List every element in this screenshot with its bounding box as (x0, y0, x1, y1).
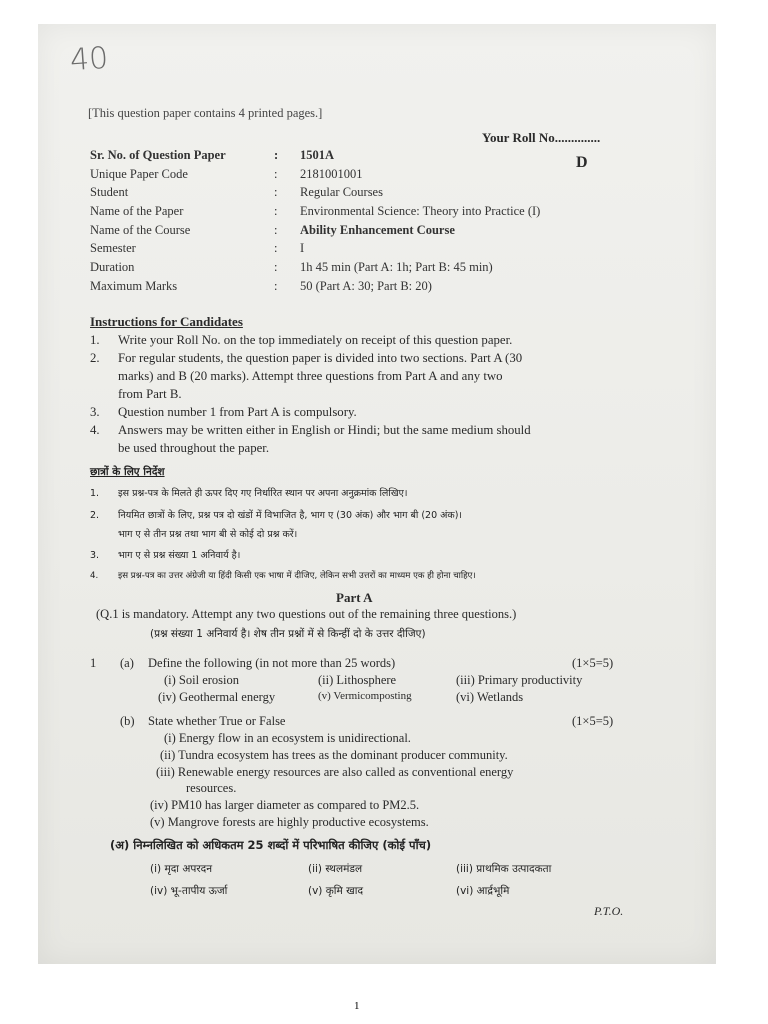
hindi-instruction-item: 3. भाग ए से प्रश्न संख्या 1 अनिवार्य है। (90, 550, 241, 561)
meta-label: Sr. No. of Question Paper (90, 148, 226, 162)
meta-value: Regular Courses (300, 185, 383, 199)
true-false-item: (ii) Tundra ecosystem has trees as the dominant producer community. (160, 748, 508, 762)
instruction-item: 4. Answers may be written either in English or Hindi; but the same medium should (90, 423, 531, 437)
subquestion-text: State whether True or False (148, 714, 286, 728)
page-number: 1 (354, 1000, 360, 1012)
meta-label: Semester (90, 241, 136, 255)
hindi-option: (v) कृमि खाद (308, 885, 364, 897)
set-code: D (576, 154, 588, 171)
option: (iv) Geothermal energy (158, 690, 276, 704)
instruction-item: 2. For regular students, the question paper is divided into two sections. Part A (30 (90, 351, 523, 365)
meta-label: Name of the Paper (90, 204, 184, 218)
instructions-list: 1. Write your Roll No. on the top immediately on receipt of this question paper. 2. For regular students, the question paper is divided into two sections. Part A (30 marks) and B (20 marks). Attempt three questions from Part A and any two from Part B. 3. Question number 1 from Part A is compulsory. 4. Answers may be written either in English or Hindi; but the same medium should be used throughout the paper. (90, 331, 690, 457)
marks: (1×5=5) (572, 656, 614, 670)
instructions-title: Instructions for Candidates (90, 314, 243, 329)
subquestion-label: (a) (120, 656, 134, 670)
marks: (1×5=5) (572, 714, 614, 728)
pto-note: P.T.O. (594, 904, 624, 918)
handwritten-mark: 40 (68, 40, 110, 79)
hindi-option: (vi) आर्द्रभूमि (456, 885, 510, 897)
true-false-item-continued: resources. (186, 781, 237, 795)
true-false-item: (iii) Renewable energy resources are also called as conventional energy (156, 765, 514, 779)
meta-label: Unique Paper Code (90, 167, 188, 181)
meta-value: 1h 45 min (Part A: 1h; Part B: 45 min) (300, 260, 493, 274)
hindi-instructions-title: छात्रों के लिए निर्देश (90, 466, 165, 478)
true-false-item: (v) Mangrove forests are highly productive ecosystems. (150, 815, 429, 829)
subquestion-label: (b) (120, 714, 135, 728)
part-a-note: (Q.1 is mandatory. Attempt any two questions out of the remaining three questions.) (96, 607, 517, 621)
part-a-title: Part A (336, 590, 373, 605)
pages-note: [This question paper contains 4 printed pages.] (88, 106, 323, 120)
question-number: 1 (90, 656, 97, 670)
roll-number-label: Your Roll No.............. (482, 130, 601, 145)
meta-value: I (300, 241, 305, 255)
true-false-item: (i) Energy flow in an ecosystem is unidirectional. (164, 731, 411, 745)
part-a-note-hindi: (प्रश्न संख्या 1 अनिवार्य है। शेष तीन प्रश्नों में से किन्हीं दो के उत्तर दीजिए) (150, 628, 426, 640)
option: (ii) Lithosphere (318, 673, 397, 687)
hindi-instruction-item: 4. इस प्रश्न-पत्र का उत्तर अंग्रेजी या हिंदी किसी एक भाषा में दीजिए, लेकिन सभी उत्तरों का माध्यम एक ही होना चाहिए। (90, 571, 476, 581)
instruction-item: 1. Write your Roll No. on the top immediately on receipt of this question paper. (90, 333, 513, 347)
hindi-option: (iv) भू-तापीय ऊर्जा (150, 885, 228, 897)
hindi-option: (i) मृदा अपरदन (150, 863, 213, 875)
meta-label: Duration (90, 260, 135, 274)
option: (i) Soil erosion (164, 673, 239, 687)
option: (vi) Wetlands (456, 690, 524, 704)
meta-value: Environmental Science: Theory into Practice (I) (300, 204, 541, 218)
hindi-instruction-item: 1. इस प्रश्न-पत्र के मिलते ही ऊपर दिए गए निर्धारित स्थान पर अपना अनुक्रमांक लिखिए। (90, 488, 408, 499)
meta-value: 1501A (300, 148, 335, 162)
hindi-instruction-item: 2. नियमित छात्रों के लिए, प्रश्न पत्र दो खंडों में विभाजित है, भाग ए (30 अंक) और भाग बी (20 अंक)। (90, 510, 463, 521)
hindi-option: (iii) प्राथमिक उत्पादकता (456, 863, 552, 875)
hindi-subquestion: (अ) निम्नलिखित को अधिकतम 25 शब्दों में परिभाषित कीजिए (कोई पाँच) (110, 838, 432, 852)
meta-label: Student (90, 185, 129, 199)
meta-value: 50 (Part A: 30; Part B: 20) (300, 279, 432, 293)
meta-label: Maximum Marks (90, 279, 178, 293)
option: (v) Vermicomposting (318, 690, 412, 702)
hindi-option: (ii) स्थलमंडल (308, 863, 363, 875)
instruction-item: 3. Question number 1 from Part A is compulsory. (90, 405, 357, 419)
meta-value: 2181001001 (300, 167, 363, 181)
exam-paper: 40 [This question paper contains 4 printed pages.] Your Roll No.............. D Sr. No. of Question Paper : 1501A Unique Paper Code : 2181001001 Student : Regular Courses Name of the Paper : Environmental Science: Theory into Practice (I) Name of the Course : Ability Enhancement Course Semester : I Duration : 1h 45 min (Part A: 1h; Part B: 45 min) Maximum Marks : 50 (Part A: 30; Part B: 20) Instructions for Candidates 1. Write your Roll No. on the top immediately on receipt of this question paper. 2. For regular students, the question paper is divided into two sections. Part A (30 marks) and B (20 marks). Attempt three questions from Part A and any two from Part B. 3. Question number 1 from Part A is compulsory. 4. Answers may be written either in English or Hindi; but the same medium should be used throughout the paper. छात्रों के लिए निर्देश 1. इस प्रश्न-पत्र के मिलते ही ऊपर दिए गए निर्धारित स्थान पर अपना अनुक्रमांक लिखिए। 2. नियमित छात्रों के लिए, प्रश्न पत्र दो खंडों में विभाजित है, भाग ए (30 अंक) और भाग बी (20 अंक)। भाग ए से तीन प्रश्न तथा भाग बी से कोई दो प्रश्न करें। 3. भाग ए से प्रश्न संख्या 1 अनिवार्य है। 4. इस प्रश्न-पत्र का उत्तर अंग्रेजी या हिंदी किसी एक भाषा में दीजिए, लेकिन सभी उत्तरों का माध्यम एक ही होना चाहिए। Part A (Q.1 is mandatory. Attempt any two questions out of the remaining three questions.) (प्रश्न संख्या 1 अनिवार्य है। शेष तीन प्रश्नों में से किन्हीं दो के उत्तर दीजिए) 1 (a) Define the following (in not more than 25 words) (1×5=5) (i) Soil erosion (ii) Lithosphere (iii) Primary productivity (iv) Geothermal energy (v) Vermicomposting (vi) Wetlands (b) State whether True or False (1×5=5) (i) Energy flow in an ecosystem is unidirectional. (ii) Tundra ecosystem has trees as the dominant producer community. (iii) Renewable energy resources are also called as conventional energy resources. (iv) PM10 has larger diameter as compared to PM2.5. (v) Mangrove forests are highly productive ecosystems. (अ) निम्नलिखित को अधिकतम 25 शब्दों में परिभाषित कीजिए (कोई पाँच) (i) मृदा अपरदन (ii) स्थलमंडल (iii) प्राथमिक उत्पादकता (iv) भू-तापीय ऊर्जा (v) कृमि खाद (vi) आर्द्रभूमि P.T.O. (38, 24, 716, 964)
meta-value: Ability Enhancement Course (300, 223, 455, 237)
meta-label: Name of the Course (90, 223, 191, 237)
option: (iii) Primary productivity (456, 673, 583, 687)
subquestion-text: Define the following (in not more than 25 words) (148, 656, 396, 670)
true-false-item: (iv) PM10 has larger diameter as compared to PM2.5. (150, 798, 420, 812)
